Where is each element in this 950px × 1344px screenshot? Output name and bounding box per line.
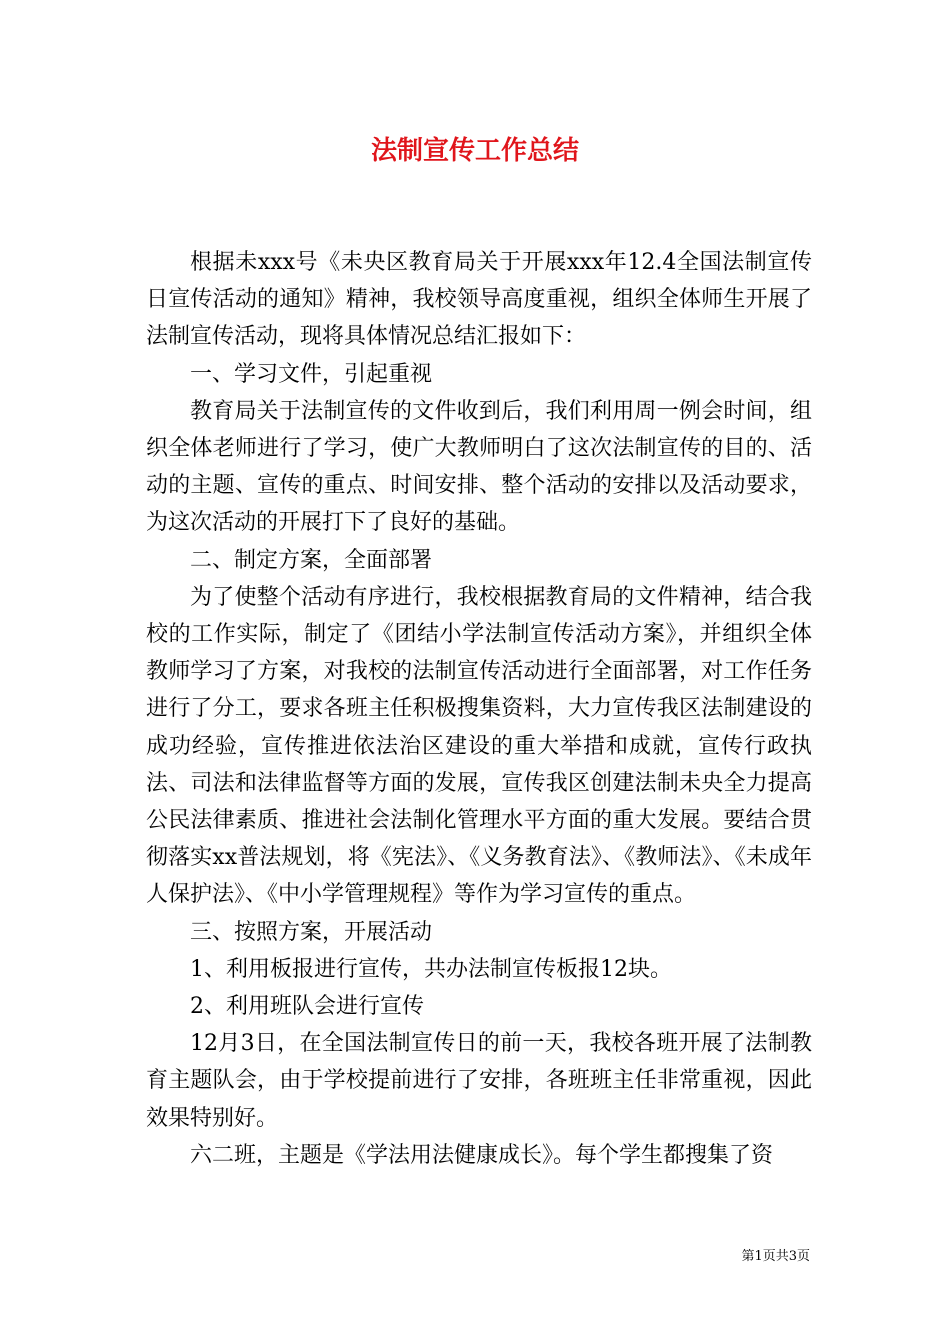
page-number: 第1页共3页: [741, 1249, 810, 1264]
section-heading-1: 一、学习文件，引起重视: [190, 361, 433, 387]
paragraph-plan: 为了使整个活动有序进行，我校根据教育局的文件精神，结合我校的工作实际，制定了《团结小学法制宣传活动方案》，并组织全体教师学习了方案，对我校的法制宣传活动进行全面部署，对工作任务进行了分工，要求各班主任积极搜集资料，大力宣传我区法制建设的成功经验，宣传推进依法治区建设的重大举措和成就，宣传行政执法、司法和法律监督等方面的发展，宣传我区创建法制未央全力提高公民法律素质、推进社会法制化管理水平方面的重大发展。要结合贯彻落实xx普法规划，将《宪法》、《义务教育法》、《教师法》、《未成年人保护法》、《中小学管理规程》等作为学习宣传的重点。: [146, 584, 812, 908]
paragraph-dec3: 12月3日，在全国法制宣传日的前一天，我校各班开展了法制教育主题队会，由于学校提前进行了安排，各班班主任非常重视，因此效果特别好。: [146, 1031, 812, 1131]
section-heading-2: 二、制定方案，全面部署: [190, 547, 433, 573]
section-heading-3: 三、按照方案，开展活动: [190, 919, 433, 945]
paragraph-intro: 根据未xxx号《未央区教育局关于开展xxx年12.4全国法制宣传日宣传活动的通知》精神，我校领导高度重视，组织全体师生开展了法制宣传活动，现将具体情况总结汇报如下：: [146, 250, 812, 350]
paragraph-study: 教育局关于法制宣传的文件收到后，我们利用周一例会时间，组织全体老师进行了学习，使广大教师明白了这次法制宣传的目的、活动的主题、宣传的重点、时间安排、整个活动的安排以及活动要求，为这次活动的开展打下了良好的基础。: [146, 398, 812, 536]
list-item-2: 2、利用班队会进行宣传: [190, 994, 424, 1020]
document-body: [146, 244, 812, 1174]
document-title: 法制宣传工作总结: [370, 136, 579, 166]
list-item-1: 1、利用板报进行宣传，共办法制宣传板报12块。: [190, 956, 672, 982]
paragraph-class62: 六二班，主题是《学法用法健康成长》。每个学生都搜集了资: [190, 1142, 774, 1168]
